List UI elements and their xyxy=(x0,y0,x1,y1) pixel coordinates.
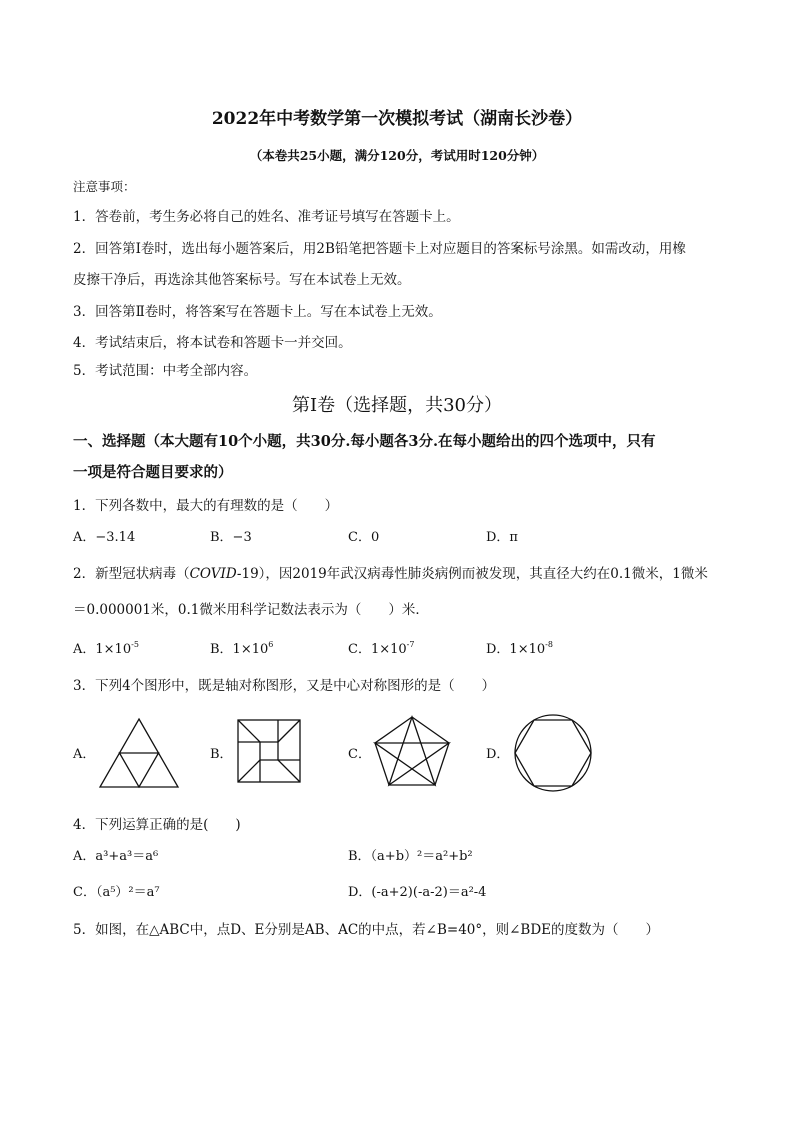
q4-option-a: A．a³+a³＝a⁶ xyxy=(73,849,159,864)
q1-option-c: C．0 xyxy=(348,530,380,545)
question-2-stem: 2．新型冠状病毒（COVID-19），因2019年武汉病毒性肺炎病例而被发现，其直径大约在0.1微米，1微米 xyxy=(73,566,708,582)
exam-info: （本卷共25小题，满分120分，考试用时120分钟） xyxy=(249,148,545,163)
notice-item-3: 3．回答第Ⅱ卷时，将答案写在答题卡上。写在本试卷上无效。 xyxy=(73,304,442,320)
question-3-stem: 3．下列4个图形中，既是轴对称图形，又是中心对称图形的是（ ） xyxy=(73,678,496,694)
question-4-stem: 4．下列运算正确的是( ) xyxy=(73,817,241,833)
q1-option-a: A．−3.14 xyxy=(73,530,136,545)
q2-option-d: D．$1\times 10^{-8}$ xyxy=(486,639,553,657)
part1-heading: 一、选择题（本大题有10个小题，共30分.每小题各3分.在每小题给出的四个选项中，只有 xyxy=(73,433,656,450)
q2-option-a: A．$1\times 10^{-5}$ xyxy=(73,639,139,657)
q4-option-b: B．（a+b）²＝a²+b² xyxy=(348,849,473,864)
figure-b-pinwheel-square xyxy=(236,718,302,784)
figure-d-circle-hexagon xyxy=(512,712,594,794)
question-2-stem-cont: ＝0.000001米，0.1微米用科学记数法表示为（ ）米． xyxy=(73,602,429,618)
notice-item-4: 4．考试结束后，将本试卷和答题卡一并交回。 xyxy=(73,335,352,351)
notice-heading: 注意事项： xyxy=(73,179,136,194)
q3-label-c: C． xyxy=(348,747,371,762)
q1-option-d: D．π xyxy=(486,530,518,545)
q2-option-c: C．$1\times 10^{-7}$ xyxy=(348,639,415,657)
q1-option-b: B．−3 xyxy=(210,530,252,545)
section-title: 第Ⅰ卷（选择题，共30分） xyxy=(291,395,502,416)
notice-item-1: 1．答卷前，考生务必将自己的姓名、准考证号填写在答题卡上。 xyxy=(73,209,460,225)
notice-item-2: 2．回答第Ⅰ卷时，选出每小题答案后，用2B铅笔把答题卡上对应题目的答案标号涂黑。如需改动，用橡 xyxy=(73,241,686,257)
q3-label-a: A． xyxy=(73,747,96,762)
figure-c-pentagon-star xyxy=(372,714,452,788)
notice-item-5: 5．考试范围：中考全部内容。 xyxy=(73,363,258,379)
question-1-stem: 1．下列各数中，最大的有理数的是（ ） xyxy=(73,498,339,514)
q2-option-b: B．$1\times 10^6$ xyxy=(210,639,274,657)
page-title: 2022年中考数学第一次模拟考试（湖南长沙卷） xyxy=(211,109,583,129)
question-5-stem: 5．如图，在△ABC中，点D、E分别是AB、AC的中点，若∠B=40°，则∠BDE的度数为（ ） xyxy=(73,922,660,938)
q3-label-b: B． xyxy=(210,747,233,762)
figure-a-triangle xyxy=(98,716,182,790)
part1-heading-cont: 一项是符合题目要求的） xyxy=(73,464,233,481)
q4-option-c: C．（a⁵）²＝a⁷ xyxy=(73,885,160,900)
q3-label-d: D． xyxy=(486,747,510,762)
notice-item-2-cont: 皮擦干净后，再选涂其他答案标号。写在本试卷上无效。 xyxy=(73,272,411,288)
q4-option-d: D．(-a+2)(-a-2)＝a²-4 xyxy=(348,885,487,900)
